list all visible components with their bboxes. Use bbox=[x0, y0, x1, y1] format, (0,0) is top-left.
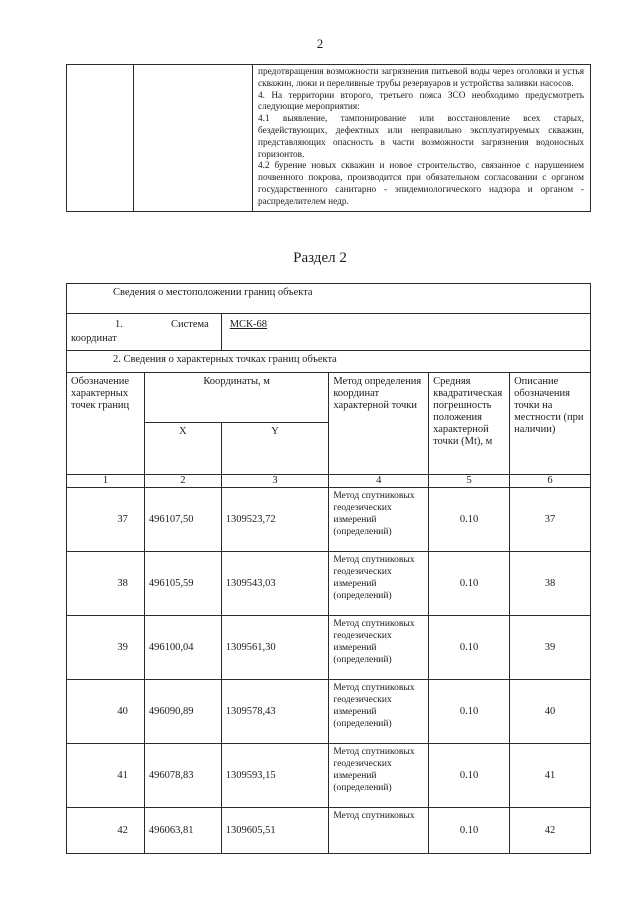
coord-y: 1309578,43 bbox=[221, 680, 329, 744]
column-number: 3 bbox=[221, 475, 329, 488]
info-title: Сведения о местоположении границ объекта bbox=[67, 284, 591, 314]
empty-cell bbox=[67, 65, 134, 212]
error: 0.10 bbox=[429, 680, 510, 744]
header-desc: Описание обозначения точки на местности (при наличии) bbox=[510, 373, 591, 475]
measures-paragraph: 4. На территории второго, третьего пояса ЗСО необходимо предусмотреть следующие мероприятия: bbox=[258, 90, 584, 113]
error: 0.10 bbox=[429, 488, 510, 552]
column-number: 6 bbox=[510, 475, 591, 488]
system-label-word2: координат bbox=[71, 333, 117, 344]
points-title: 2. Сведения о характерных точках границ объекта bbox=[67, 351, 591, 373]
table-row bbox=[67, 744, 591, 808]
measures-text-cell bbox=[253, 65, 591, 212]
desc: 37 bbox=[510, 488, 591, 552]
coord-x: 496100,04 bbox=[144, 616, 221, 680]
coord-x: 496078,83 bbox=[144, 744, 221, 808]
measures-paragraph: 4.1 выявление, тампонирование или восстановление всех старых, бездействующих, дефектных или неправильно эксплуатируемых скважин, представляющих опасность в части возможности загрязнения водоносных горизонтов. bbox=[258, 114, 584, 160]
coord-y: 1309523,72 bbox=[221, 488, 329, 552]
coord-y: 1309543,03 bbox=[221, 552, 329, 616]
boundary-points-table bbox=[66, 283, 591, 854]
desc: 39 bbox=[510, 616, 591, 680]
empty-cell bbox=[134, 65, 253, 212]
point-id: 40 bbox=[67, 680, 145, 744]
system-value-text: МСК-68 bbox=[229, 319, 268, 330]
table-row bbox=[67, 680, 591, 744]
header-coords: Координаты, м bbox=[144, 373, 328, 423]
method: Метод спутниковых геодезических измерений (определений) bbox=[329, 488, 429, 552]
point-id: 41 bbox=[67, 744, 145, 808]
method: Метод спутниковых геодезических измерений (определений) bbox=[329, 680, 429, 744]
table-row bbox=[67, 488, 591, 552]
point-id: 37 bbox=[67, 488, 145, 552]
header-method: Метод определения координат характерной точки bbox=[329, 373, 429, 475]
coord-x: 496107,50 bbox=[144, 488, 221, 552]
desc: 42 bbox=[510, 808, 591, 854]
coord-x: 496105,59 bbox=[144, 552, 221, 616]
error: 0.10 bbox=[429, 552, 510, 616]
desc: 40 bbox=[510, 680, 591, 744]
desc: 38 bbox=[510, 552, 591, 616]
desc: 41 bbox=[510, 744, 591, 808]
page-number: 2 bbox=[316, 36, 324, 51]
system-label-word: Система bbox=[171, 319, 209, 330]
method: Метод спутниковых геодезических измерений (определений) bbox=[329, 616, 429, 680]
system-value bbox=[221, 314, 590, 351]
header-point: Обозначение характерных точек границ bbox=[67, 373, 145, 475]
point-id: 38 bbox=[67, 552, 145, 616]
table-row bbox=[67, 552, 591, 616]
coord-y: 1309561,30 bbox=[221, 616, 329, 680]
measures-paragraph: предотвращения возможности загрязнения питьевой воды через оголовки и устья скважин, люки и переливные трубы резервуаров и устройства заливки насосов. bbox=[258, 67, 584, 89]
error: 0.10 bbox=[429, 616, 510, 680]
system-label-num: 1. bbox=[115, 319, 123, 330]
method: Метод спутниковых bbox=[329, 808, 429, 854]
column-number: 4 bbox=[329, 475, 429, 488]
column-number: 2 bbox=[144, 475, 221, 488]
coord-y: 1309593,15 bbox=[221, 744, 329, 808]
continuation-table bbox=[66, 64, 591, 212]
coord-x: 496090,89 bbox=[144, 680, 221, 744]
coord-x: 496063,81 bbox=[144, 808, 221, 854]
error: 0.10 bbox=[429, 744, 510, 808]
point-id: 42 bbox=[67, 808, 145, 854]
column-number: 5 bbox=[429, 475, 510, 488]
coord-y: 1309605,51 bbox=[221, 808, 329, 854]
measures-paragraph: 4.2 бурение новых скважин и новое строительство, связанное с нарушением почвенного покрова, производится при обязательном согласовании с органом государственного санитарно - эпидемиологического надзора и органом - распределителем недр. bbox=[258, 161, 584, 207]
system-label-cell bbox=[67, 314, 222, 351]
header-y: Y bbox=[221, 423, 329, 475]
method: Метод спутниковых геодезических измерений (определений) bbox=[329, 744, 429, 808]
point-id: 39 bbox=[67, 616, 145, 680]
section-title: Раздел 2 bbox=[293, 250, 347, 266]
header-x: X bbox=[144, 423, 221, 475]
table-row bbox=[67, 616, 591, 680]
column-number: 1 bbox=[67, 475, 145, 488]
method: Метод спутниковых геодезических измерений (определений) bbox=[329, 552, 429, 616]
header-error: Средняя квадратическая погрешность положения характерной точки (Mt), м bbox=[429, 373, 510, 475]
table-row bbox=[67, 808, 591, 854]
error: 0.10 bbox=[429, 808, 510, 854]
